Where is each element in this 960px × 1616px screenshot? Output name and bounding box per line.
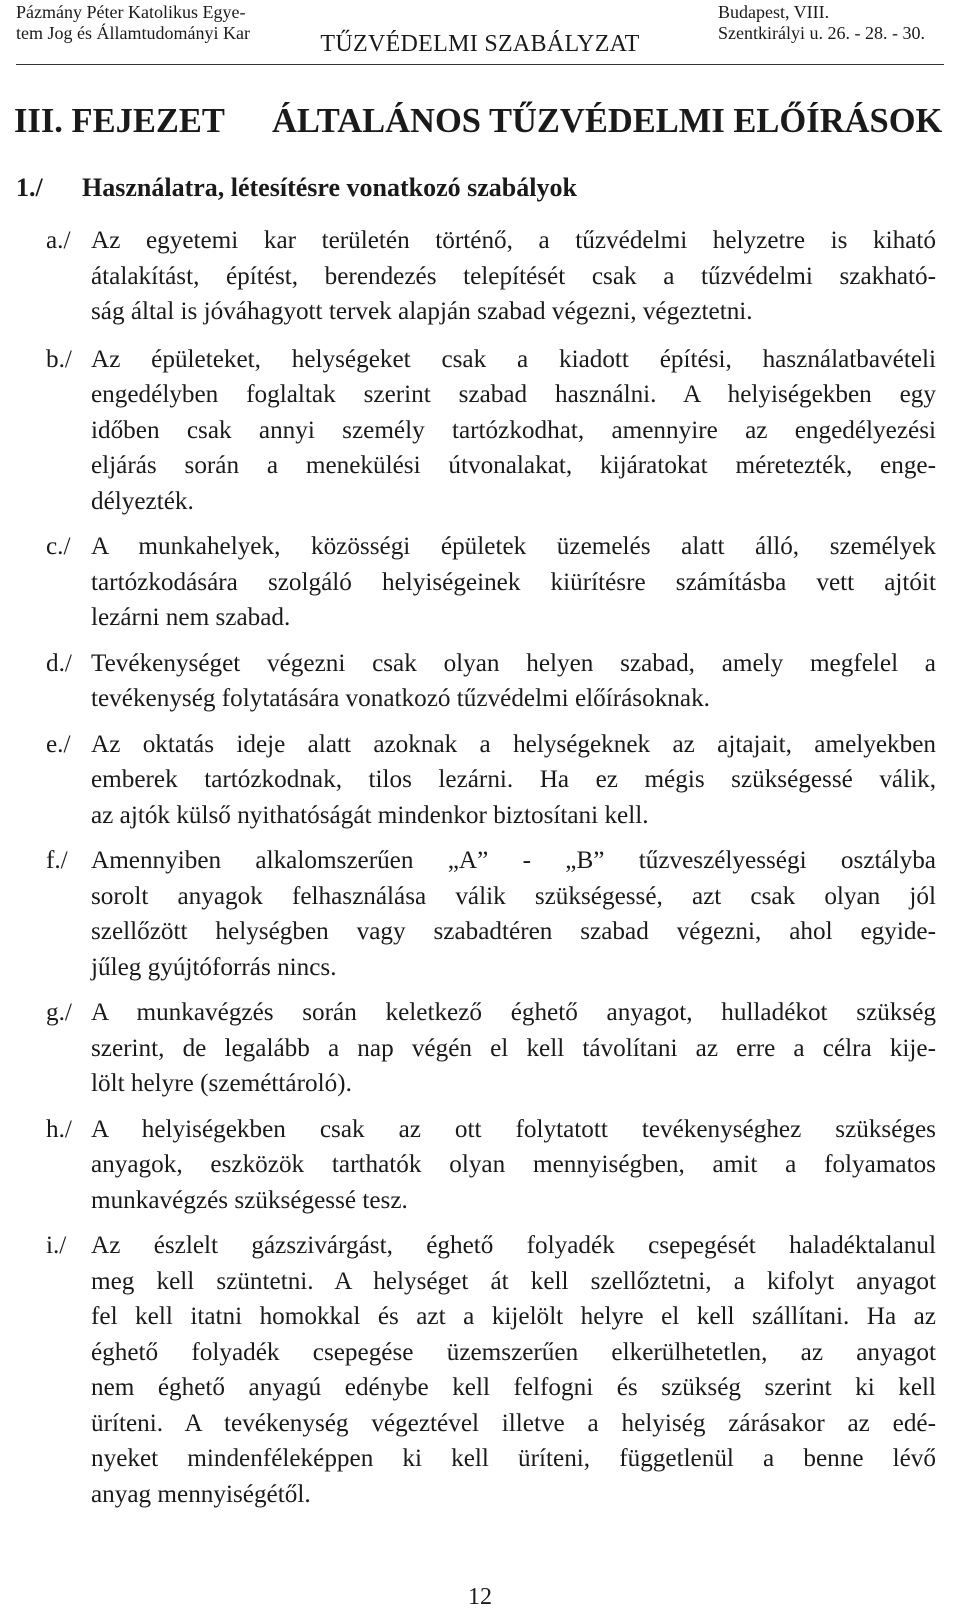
list-item — [46, 727, 936, 834]
section-heading — [16, 171, 577, 205]
section-number: 1./ — [16, 173, 43, 202]
list-item-text-line: A munkahelyek, közösségi épületek üzemelés alatt álló, személyek — [91, 533, 936, 560]
list-item — [46, 223, 936, 330]
chapter-heading — [14, 100, 954, 142]
list-item-text-line: anyagok, eszközök tarthatók olyan mennyiségben, amit a folyamatos — [91, 1151, 936, 1178]
list-item-label: g./ — [46, 999, 72, 1026]
list-item-text-line: A helyiségekben csak az ott folytatott tevékenységhez szükséges — [91, 1115, 936, 1143]
list-item-label: h./ — [46, 1115, 72, 1143]
list-item-text-line: meg kell szüntetni. A helységet át kell szellőztetni, a kifolyt anyagot — [91, 1267, 936, 1295]
header-address-line2: Szentkirályi u. 26. - 28. - 30. — [718, 23, 925, 43]
list-item-text-line: A munkavégzés során keletkező éghető anyagot, hulladékot szükség — [91, 999, 936, 1026]
page-number: 12 — [468, 1584, 492, 1610]
list-item-text-line: szerint, de legalább a nap végén el kell távolítani az erre a célra kije- — [91, 1034, 936, 1062]
list-item-text-line: sorolt anyagok felhasználása válik szükségessé, azt csak olyan jól — [91, 882, 936, 910]
list-item — [46, 342, 936, 520]
list-item-text-line: lezárni nem szabad. — [91, 604, 291, 631]
header-document-title: TŰZVÉDELMI SZABÁLYZAT — [320, 31, 640, 57]
list-item — [46, 529, 936, 636]
list-item-text-line: ság által is jóváhagyott tervek alapján szabad végezni, végeztetni. — [91, 298, 753, 325]
list-item-label: e./ — [46, 730, 71, 758]
list-item-text-line: munkavégzés szükségessé tesz. — [91, 1186, 408, 1214]
list-item-text-line: Az észlelt gázszivárgást, éghető folyadék csepegését haladéktalanul — [91, 1232, 936, 1259]
header-institution-line2: tem Jog és Államtudományi Kar — [16, 23, 250, 43]
list-item-text-line: Amennyiben alkalomszerűen „A” - „B” tűzveszélyességi osztályba — [91, 847, 936, 874]
list-item-label: b./ — [46, 345, 72, 373]
page-header — [0, 0, 960, 70]
list-item-text-line: nyeket mindenféleképpen ki kell üríteni, függetlenül a benne lévő — [91, 1445, 936, 1472]
list-item-text-line: Az egyetemi kar területén történő, a tűzvédelmi helyzetre is kiható — [91, 227, 936, 254]
list-item-text-line: üríteni. A tevékenység végeztével illetve a helyiség zárásakor az edé- — [91, 1409, 936, 1437]
list-item-text-line: fel kell itatni homokkal és azt a kijelölt helyre el kell szállítani. Ha az — [91, 1303, 936, 1330]
list-item-text-line: tevékenység folytatására vonatkozó tűzvédelmi előírásoknak. — [91, 685, 710, 712]
list-item — [46, 995, 936, 1102]
list-item-text-line: eljárás során a menekülési útvonalakat, kijáratokat méretezték, enge- — [91, 452, 936, 479]
list-item-text-line: éghető folyadék csepegése üzemszerűen elkerülhetetlen, az anyagot — [91, 1338, 936, 1366]
list-item-text-line: időben csak annyi személy tartózkodhat, amennyire az engedélyezési — [91, 416, 936, 444]
list-item-text-line: anyag mennyiségétől. — [91, 1480, 311, 1508]
list-item-text-line: az ajtók külső nyithatóságát mindenkor biztosítani kell. — [91, 801, 649, 829]
chapter-number: III. FEJEZET — [14, 102, 225, 140]
header-divider — [16, 64, 944, 65]
list-item-text-line: lölt helyre (szeméttároló). — [91, 1070, 352, 1097]
header-institution-line1: Pázmány Péter Katolikus Egye- — [16, 2, 246, 22]
list-item-text-line: Az épületeket, helységeket csak a kiadott építési, használatbavételi — [91, 345, 936, 373]
header-address — [718, 2, 925, 44]
list-item-text-line: jűleg gyújtóforrás nincs. — [91, 953, 337, 981]
list-item — [46, 1112, 936, 1219]
list-item-text-line: délyezték. — [91, 487, 194, 515]
rules-list — [46, 213, 936, 1512]
list-item-text-line: emberek tartózkodnak, tilos lezárni. Ha ez mégis szükségessé válik, — [91, 766, 936, 793]
list-item-text-line: átalakítást, építést, berendezés telepítését csak a tűzvédelmi szakható- — [91, 262, 936, 290]
list-item-label: a./ — [46, 227, 71, 254]
list-item-label: i./ — [46, 1232, 67, 1259]
list-item — [46, 646, 936, 717]
list-item-text-line: Az oktatás ideje alatt azoknak a helységeknek az ajtajait, amelyekben — [91, 730, 936, 758]
header-address-line1: Budapest, VIII. — [718, 2, 830, 22]
list-item-text-line: tartózkodására szolgáló helyiségeinek kiürítésre számításba vett ajtóit — [91, 568, 936, 596]
list-item-text-line: engedélyben foglaltak szerint szabad használni. A helyiségekben egy — [91, 381, 936, 408]
list-item — [46, 843, 936, 985]
list-item-text-line: Tevékenységet végezni csak olyan helyen szabad, amely megfelel a — [91, 649, 936, 677]
list-item-label: c./ — [46, 533, 71, 560]
list-item-label: f./ — [46, 847, 68, 874]
section-title: Használatra, létesítésre vonatkozó szabályok — [82, 173, 577, 202]
list-item-text-line: szellőzött helységben vagy szabadtéren szabad végezni, ahol egyide- — [91, 918, 936, 945]
list-item-label: d./ — [46, 649, 72, 677]
list-item-text-line: nem éghető anyagú edénybe kell felfogni és szükség szerint ki kell — [91, 1374, 936, 1401]
list-item — [46, 1228, 936, 1512]
chapter-title: ÁLTALÁNOS TŰZVÉDELMI ELŐÍRÁSOK — [272, 102, 943, 140]
